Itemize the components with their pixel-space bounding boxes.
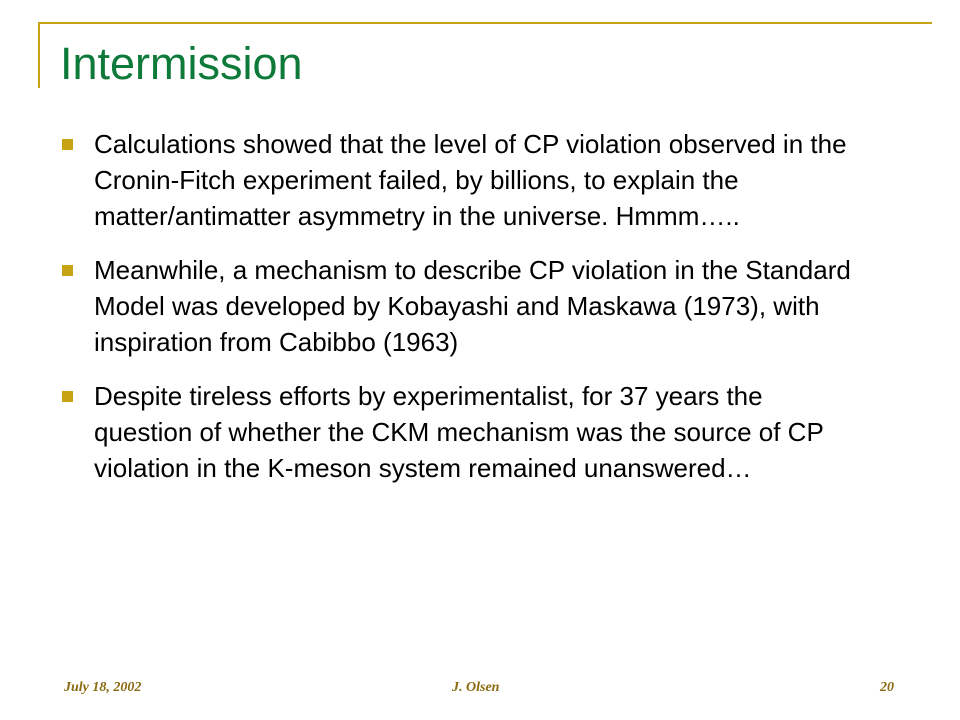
square-bullet-icon	[62, 391, 73, 402]
slide-title: Intermission	[60, 38, 303, 89]
bullet-list	[60, 126, 860, 504]
bullet-item	[60, 126, 860, 234]
top-rule	[38, 22, 932, 24]
footer-date: July 18, 2002	[64, 680, 142, 695]
left-rule	[38, 22, 40, 88]
bullet-item	[60, 378, 860, 486]
bullet-item	[60, 252, 860, 360]
bullet-text: Despite tireless efforts by experimentalist, for 37 years the question of whether the CKM mechanism was the source of CP violation in the K-meson system remained unanswered…	[94, 381, 824, 483]
bullet-text: Meanwhile, a mechanism to describe CP violation in the Standard Model was developed by Kobayashi and Maskawa (1973), with inspiration from Cabibbo (1963)	[94, 255, 851, 357]
footer-author: J. Olsen	[452, 680, 500, 695]
bullet-text: Calculations showed that the level of CP violation observed in the Cronin-Fitch experiment failed, by billions, to explain the matter/antimatter asymmetry in the universe. Hmmm…..	[94, 129, 847, 231]
square-bullet-icon	[62, 139, 73, 150]
footer-page-number: 20	[880, 680, 894, 695]
square-bullet-icon	[62, 265, 73, 276]
